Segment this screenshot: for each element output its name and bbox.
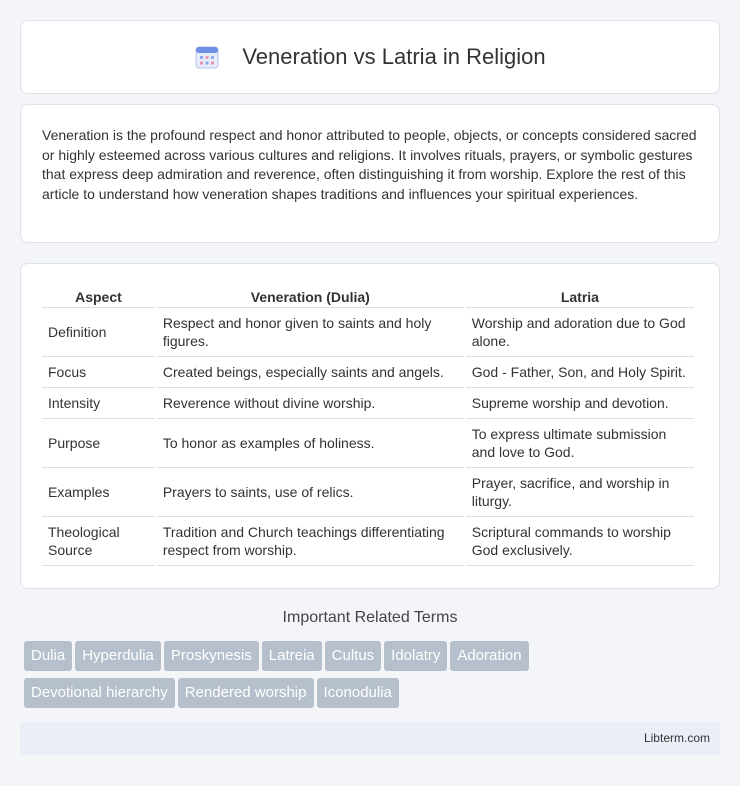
tag-proskynesis[interactable]: Proskynesis: [164, 641, 259, 671]
cell-latria: Supreme worship and devotion.: [466, 388, 694, 419]
cell-aspect: Definition: [42, 308, 155, 357]
tag-rendered-worship[interactable]: Rendered worship: [178, 678, 314, 708]
cell-latria: Prayer, sacrifice, and worship in liturgy.: [466, 468, 694, 517]
table-grid-icon: [194, 44, 220, 70]
table-row: [42, 308, 694, 357]
tag-dulia[interactable]: Dulia: [24, 641, 72, 671]
intro-card: [20, 104, 720, 243]
cell-latria: God - Father, Son, and Holy Spirit.: [466, 357, 694, 388]
cell-latria: To express ultimate submission and love to God.: [466, 419, 694, 468]
table-row: [42, 468, 694, 517]
cell-aspect: Intensity: [42, 388, 155, 419]
table-header-row: [42, 286, 694, 308]
header-card: [20, 20, 720, 94]
cell-veneration: Reverence without divine worship.: [157, 388, 464, 419]
intro-paragraph: Veneration is the profound respect and honor attributed to people, objects, or concepts considered sacred or highly esteemed across various cultures and religions. It involves rituals, prayers, or symbolic gestures that express deep admiration and reverence, often distinguishing it from worship. Explore the rest of this article to understand how veneration shapes traditions and influences your spiritual experiences.: [42, 127, 697, 202]
comparison-table-card: [20, 263, 720, 589]
cell-veneration: To honor as examples of holiness.: [157, 419, 464, 468]
header-latria: Latria: [466, 286, 694, 308]
cell-aspect: Focus: [42, 357, 155, 388]
cell-aspect: Purpose: [42, 419, 155, 468]
table-row: [42, 517, 694, 566]
cell-aspect: Theological Source: [42, 517, 155, 566]
cell-veneration: Respect and honor given to saints and holy figures.: [157, 308, 464, 357]
tag-idolatry[interactable]: Idolatry: [384, 641, 447, 671]
cell-aspect: Examples: [42, 468, 155, 517]
tag-latreia[interactable]: Latreia: [262, 641, 322, 671]
table-row: [42, 357, 694, 388]
related-terms-title: Important Related Terms: [282, 609, 458, 626]
cell-latria: Worship and adoration due to God alone.: [466, 308, 694, 357]
table-row: [42, 388, 694, 419]
footer: [20, 722, 720, 755]
cell-veneration: Prayers to saints, use of relics.: [157, 468, 464, 517]
header-aspect: Aspect: [42, 286, 155, 308]
cell-veneration: Tradition and Church teachings differentiating respect from worship.: [157, 517, 464, 566]
tag-hyperdulia[interactable]: Hyperdulia: [75, 641, 161, 671]
cell-veneration: Created beings, especially saints and angels.: [157, 357, 464, 388]
tag-devotional-hierarchy[interactable]: Devotional hierarchy: [24, 678, 175, 708]
tag-adoration[interactable]: Adoration: [450, 641, 528, 671]
related-tags: [24, 641, 724, 715]
header-veneration: Veneration (Dulia): [157, 286, 464, 308]
page-title: Veneration vs Latria in Religion: [242, 44, 546, 69]
title-wrap: [194, 44, 545, 70]
comparison-table: [40, 286, 696, 566]
tag-iconodulia[interactable]: Iconodulia: [317, 678, 399, 708]
table-row: [42, 419, 694, 468]
cell-latria: Scriptural commands to worship God exclusively.: [466, 517, 694, 566]
footer-site-link[interactable]: Libterm.com: [643, 731, 710, 745]
tag-cultus[interactable]: Cultus: [325, 641, 382, 671]
